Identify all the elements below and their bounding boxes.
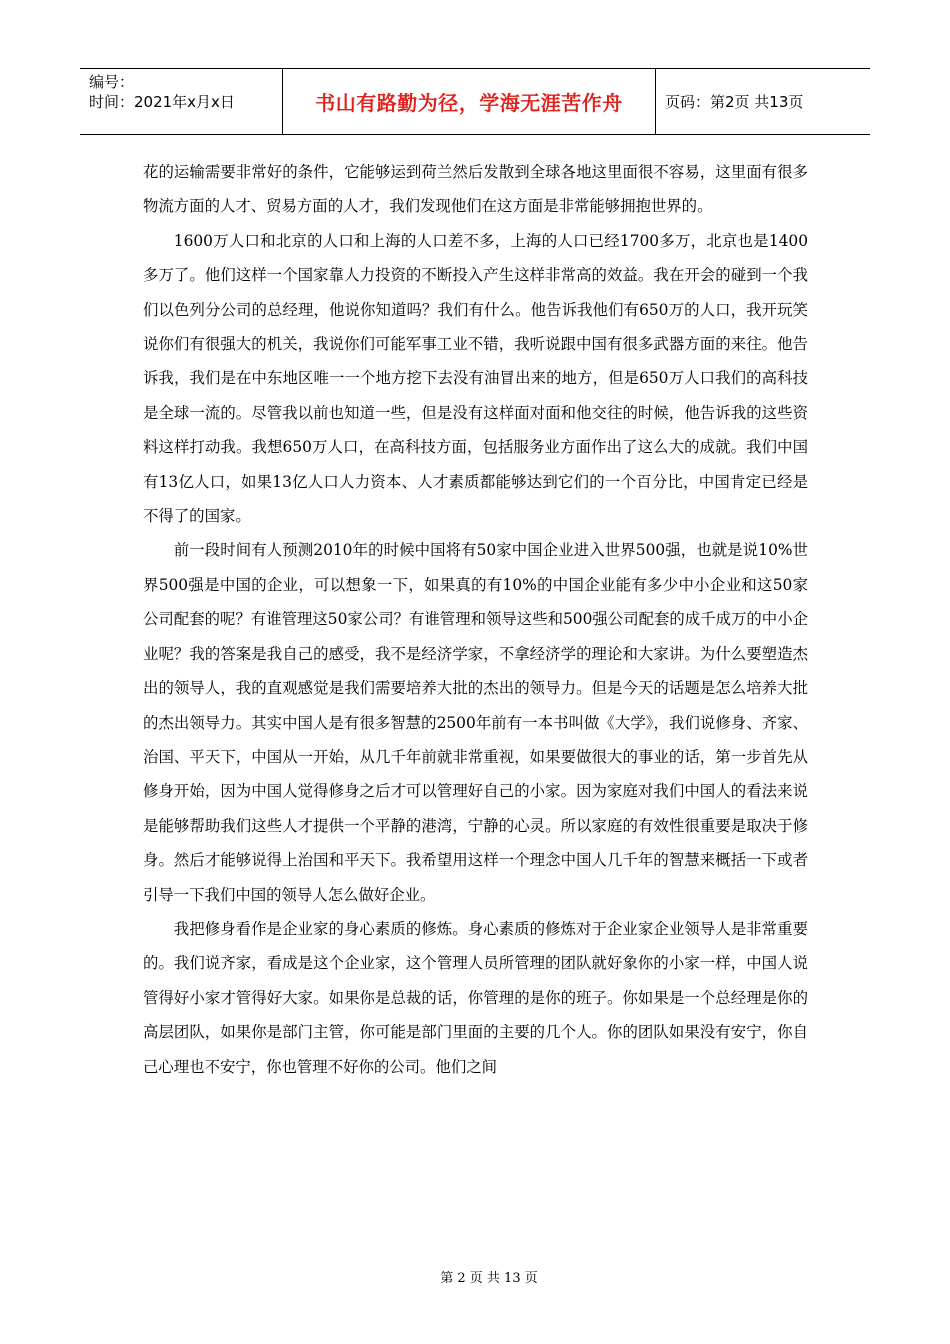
paragraph-continued: 花的运输需要非常好的条件，它能够运到荷兰然后发散到全球各地这里面很不容易，这里面有很多物流方面的人才、贸易方面的人才，我们发现他们在这方面是非常能够拥抱世界的。 (143, 163, 808, 216)
paragraph: 前一段时间有人预测2010年的时候中国将有50家中国企业进入世界500强，也就是说10%世界500强是中国的企业，可以想象一下，如果真的有10%的中国企业能有多少中小企业和这50家公司配套的呢？有谁管理这50家公司？有谁管理和领导这些和500强公司配套的成千成万的中小企业呢？我的答案是我自己的感受，我不是经济学家，不拿经济学的理论和大家讲。为什么要塑造杰出的领导人，我的直观感觉是我们需要培养大批的杰出的领导力。但是今天的话题是怎么培养大批的杰出领导力。其实中国人是有很多智慧的2500年前有一本书叫做《大学》，我们说修身、齐家、治国、平天下，中国从一开始，从几千年前就非常重视，如果要做很大的事业的话，第一步首先从修身开始，因为中国人觉得修身之后才可以管理好自己的小家。因为家庭对我们中国人的看法来说是能够帮助我们这些人才提供一个平静的港湾，宁静的心灵。所以家庭的有效性很重要是取决于修身。然后才能够说得上治国和平天下。我希望用这样一个理念中国人几千年的智慧来概括一下或者引导一下我们中国的领导人怎么做好企业。 (143, 541, 808, 904)
date-label: 时间：2021年x月x日 (89, 93, 235, 111)
paragraph: 我把修身看作是企业家的身心素质的修炼。身心素质的修炼对于企业家企业领导人是非常重要的。我们说齐家，看成是这个企业家，这个管理人员所管理的团队就好象你的小家一样，中国人说管得好小家才管得好大家。如果你是总裁的话，你管理的是你的班子。你如果是一个总经理是你的高层团队，如果你是部门主管，你可能是部门里面的主要的几个人。你的团队如果没有安宁，你自己心理也不安宁，你也管理不好你的公司。他们之间 (143, 919, 808, 1076)
page-footer (0, 1267, 950, 1286)
serial-number-label: 编号： (89, 73, 135, 91)
motto-text: 书山有路勤为径，学海无涯苦作舟 (315, 91, 623, 115)
paragraph: 1600万人口和北京的人口和上海的人口差不多，上海的人口已经1700多万，北京也是1400多万了。他们这样一个国家靠人力投资的不断投入产生这样非常高的效益。我在开会的碰到一个我们以色列分公司的总经理，他说你知道吗？我们有什么。他告诉我他们有650万的人口，我开玩笑说你们有很强大的机关，我说你们可能军事工业不错，我听说跟中国有很多武器方面的来往。他告诉我，我们是在中东地区唯一一个地方挖下去没有油冒出来的地方，但是650万人口我们的高科技是全球一流的。尽管我以前也知道一些，但是没有这样面对面和他交往的时候，他告诉我的这些资料这样打动我。我想650万人口，在高科技方面，包括服务业方面作出了这么大的成就。我们中国有13亿人口，如果13亿人口人力资本、人才素质都能够达到它们的一个百分比，中国肯定已经是不得了的国家。 (143, 231, 808, 526)
header-page-cell (656, 69, 870, 134)
document-body (143, 155, 808, 1084)
page-info: 页码：第2页 共13页 (665, 93, 804, 111)
document-header (80, 68, 870, 135)
header-meta-cell (80, 69, 283, 134)
header-motto-cell (283, 69, 656, 134)
footer-page-number: 第 2 页 共 13 页 (440, 1271, 538, 1286)
